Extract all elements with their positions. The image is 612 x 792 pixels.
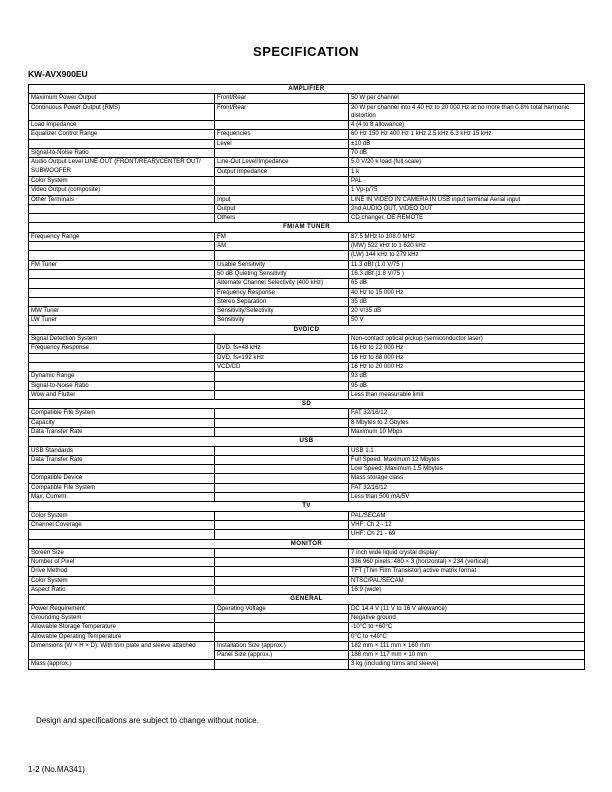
spec-row <box>29 418 585 427</box>
section-header-row <box>29 325 585 334</box>
spec-value: TFT (Thin Film Transistor) active matrix format <box>349 567 585 576</box>
spec-item <box>29 204 215 213</box>
spec-item: Audio Output Level LINE OUT (FRONT/REAR)/CENTER OUT/ SUBWOOFER <box>29 158 215 177</box>
spec-condition: Output <box>215 204 349 213</box>
spec-condition: Front/Rear <box>215 94 349 103</box>
spec-value: CD changer, OE REMOTE <box>349 214 585 223</box>
spec-condition <box>215 613 349 622</box>
spec-value: 16 Hz to 88 000 Hz <box>349 353 585 362</box>
section-title: TV <box>29 502 585 511</box>
spec-value: 16.3 dBf (1.8 V/75 ) <box>349 269 585 278</box>
spec-value: DC 14.4 V (11 V to 16 V allowance) <box>349 604 585 613</box>
spec-value: 95 dB <box>349 381 585 390</box>
spec-row <box>29 511 585 520</box>
spec-value: USB 1.1 <box>349 446 585 455</box>
spec-condition: Line-Out Level/Impedance <box>215 158 349 167</box>
spec-item: Maximum Power Output <box>29 94 215 103</box>
spec-item: Capacity <box>29 418 215 427</box>
section-title: SD <box>29 400 585 409</box>
spec-value: 5.0 V/20 k load (full scale) <box>349 158 585 167</box>
spec-row <box>29 344 585 353</box>
spec-item: Dynamic Range <box>29 372 215 381</box>
spec-condition <box>215 586 349 595</box>
spec-condition <box>215 176 349 185</box>
section-title: MONITOR <box>29 539 585 548</box>
spec-item: Other Terminals <box>29 195 215 204</box>
spec-item <box>29 139 215 148</box>
spec-row <box>29 520 585 529</box>
section-header-row <box>29 85 585 94</box>
spec-condition <box>215 511 349 520</box>
spec-condition <box>215 474 349 483</box>
spec-row <box>29 103 585 121</box>
spec-item: Signal Detection System <box>29 335 215 344</box>
spec-item: Compatible Device <box>29 474 215 483</box>
spec-value: 16:9 (wide) <box>349 586 585 595</box>
spec-item: MW Tuner <box>29 307 215 316</box>
model-name: KW-AVX900EU <box>28 69 88 79</box>
spec-condition: DVD, fs=192 kHz <box>215 353 349 362</box>
spec-item: FM Tuner <box>29 260 215 269</box>
spec-value: FAT 32/16/12 <box>349 409 585 418</box>
spec-condition: Output Impedance <box>215 167 349 176</box>
spec-item <box>29 362 215 371</box>
spec-row <box>29 632 585 641</box>
spec-value: LINE IN VIDEO IN CAMERA IN USB input terminal Aerial input <box>349 195 585 204</box>
spec-row <box>29 586 585 595</box>
spec-value: Non-contact optical pickup (semiconductor laser) <box>349 335 585 344</box>
spec-value: 0°C to +40°C <box>349 632 585 641</box>
spec-value: 182 mm × 111 mm × 160 mm <box>349 641 585 650</box>
spec-value: 2nd AUDIO OUT, VIDEO OUT <box>349 204 585 213</box>
spec-value: UHF: Ch 21 - 69 <box>349 530 585 539</box>
section-title: FM/AM TUNER <box>29 223 585 232</box>
spec-item: Data Transfer Rate <box>29 427 215 436</box>
spec-value: FAT 32/16/12 <box>349 483 585 492</box>
spec-item: Signal-to-Noise Ratio <box>29 381 215 390</box>
spec-value: 336 960 pixels: 480 × 3 (horizontal) × 234 (vertical) <box>349 558 585 567</box>
spec-value: Negative ground <box>349 613 585 622</box>
spec-value: 4 (4 to 8 allowance) <box>349 121 585 130</box>
spec-value: 3 kg (including trims and sleeve) <box>349 660 585 669</box>
spec-condition: Operating Voltage <box>215 604 349 613</box>
spec-value: PAL <box>349 176 585 185</box>
spec-row <box>29 260 585 269</box>
spec-row <box>29 149 585 158</box>
spec-item: Data Transfer Rate <box>29 455 215 464</box>
spec-row <box>29 279 585 288</box>
spec-item <box>29 288 215 297</box>
spec-item: Color System <box>29 176 215 185</box>
spec-condition <box>215 186 349 195</box>
spec-value: 35 dB <box>349 297 585 306</box>
spec-value: 60 Hz 150 Hz 400 Hz 1 kHz 2.5 kHz 6.3 kHz 15 kHz <box>349 130 585 139</box>
spec-condition: FM <box>215 232 349 241</box>
spec-value: (MW) 522 kHz to 1 620 kHz <box>349 242 585 251</box>
spec-condition: VCD/CD <box>215 362 349 371</box>
spec-condition: Stereo Separation <box>215 297 349 306</box>
spec-row <box>29 530 585 539</box>
spec-item: Channel Coverage <box>29 520 215 529</box>
spec-value: VHF: Ch 2 - 12 <box>349 520 585 529</box>
section-header-row <box>29 502 585 511</box>
spec-condition <box>215 567 349 576</box>
spec-item: Color System <box>29 511 215 520</box>
spec-item <box>29 251 215 260</box>
spec-row <box>29 251 585 260</box>
spec-condition: Level <box>215 139 349 148</box>
spec-item: Allowable Operating Temperature <box>29 632 215 641</box>
spec-row <box>29 121 585 130</box>
spec-row <box>29 186 585 195</box>
spec-row <box>29 335 585 344</box>
spec-item <box>29 242 215 251</box>
spec-condition: Frequency Response <box>215 288 349 297</box>
spec-row <box>29 409 585 418</box>
spec-value: 87.5 MHz to 108.0 MHz <box>349 232 585 241</box>
spec-row <box>29 269 585 278</box>
spec-value: ±10 dB <box>349 139 585 148</box>
spec-item: LW Tuner <box>29 316 215 325</box>
section-header-row <box>29 539 585 548</box>
spec-row <box>29 242 585 251</box>
spec-condition <box>215 660 349 669</box>
spec-item: Allowable Storage Temperature <box>29 623 215 632</box>
spec-condition <box>215 121 349 130</box>
spec-condition: AM <box>215 242 349 251</box>
spec-value: 50 V <box>349 316 585 325</box>
spec-item: Drive Method <box>29 567 215 576</box>
spec-value: -10°C to +60°C <box>349 623 585 632</box>
spec-value: NTSC/PAL/SECAM <box>349 576 585 585</box>
section-header-row <box>29 400 585 409</box>
page-footer: 1-2 (No.MA341) <box>28 765 85 774</box>
spec-condition: Input <box>215 195 349 204</box>
spec-item: Frequency Range <box>29 232 215 241</box>
spec-item: Signal-to-Noise Ratio <box>29 149 215 158</box>
spec-row <box>29 623 585 632</box>
spec-row <box>29 94 585 103</box>
spec-condition <box>215 251 349 260</box>
spec-value: 50 W per channel <box>349 94 585 103</box>
spec-row <box>29 660 585 669</box>
spec-condition: DVD, fs=48 kHz <box>215 344 349 353</box>
spec-row <box>29 214 585 223</box>
spec-row <box>29 548 585 557</box>
spec-item: Number of Pixel <box>29 558 215 567</box>
spec-item <box>29 530 215 539</box>
spec-item: Grounding System <box>29 613 215 622</box>
spec-condition <box>215 530 349 539</box>
spec-row <box>29 613 585 622</box>
spec-condition <box>215 446 349 455</box>
spec-value: 20 W per channel into 4 40 Hz to 20 000 Hz at no more than 0.8% total harmonic distortion <box>349 103 585 121</box>
spec-item: Load Impedance <box>29 121 215 130</box>
spec-row <box>29 558 585 567</box>
spec-row <box>29 130 585 139</box>
spec-item: Wow and Flutter <box>29 390 215 399</box>
spec-condition <box>215 427 349 436</box>
spec-item: USB Standards <box>29 446 215 455</box>
spec-condition <box>215 381 349 390</box>
section-header-row <box>29 223 585 232</box>
spec-value: Maximum 10 Mbps <box>349 427 585 436</box>
spec-row <box>29 316 585 325</box>
spec-row <box>29 139 585 148</box>
spec-condition <box>215 409 349 418</box>
spec-condition: Panel Size (approx.) <box>215 651 349 660</box>
spec-value: 1 Vp-p/75 <box>349 186 585 195</box>
section-header-row <box>29 437 585 446</box>
spec-item: Power Requirement <box>29 604 215 613</box>
spec-item <box>29 269 215 278</box>
spec-item: Video Output (composite) <box>29 186 215 195</box>
spec-condition: Sensitivity <box>215 316 349 325</box>
spec-row <box>29 465 585 474</box>
spec-item <box>29 214 215 223</box>
spec-value: Less than measurable limit <box>349 390 585 399</box>
spec-condition <box>215 548 349 557</box>
spec-item: Equalizer Control Range <box>29 130 215 139</box>
spec-condition: Sensitivity/Selectivity <box>215 307 349 316</box>
specification-table <box>28 84 585 670</box>
spec-row <box>29 232 585 241</box>
spec-condition <box>215 493 349 502</box>
spec-item <box>29 353 215 362</box>
spec-value: 65 dB <box>349 279 585 288</box>
spec-row <box>29 204 585 213</box>
spec-item <box>29 465 215 474</box>
spec-value: 16 Hz to 20 000 Hz <box>349 362 585 371</box>
spec-condition <box>215 576 349 585</box>
spec-item: Mass (approx.) <box>29 660 215 669</box>
spec-item: Color System <box>29 576 215 585</box>
spec-row <box>29 353 585 362</box>
spec-condition: Usable Sensitivity <box>215 260 349 269</box>
spec-row <box>29 372 585 381</box>
spec-value: 1 k <box>349 167 585 176</box>
spec-condition <box>215 623 349 632</box>
spec-row <box>29 576 585 585</box>
section-header-row <box>29 595 585 604</box>
spec-condition <box>215 520 349 529</box>
spec-condition <box>215 372 349 381</box>
spec-row <box>29 446 585 455</box>
spec-condition: Front/Rear <box>215 103 349 121</box>
spec-row <box>29 483 585 492</box>
spec-row <box>29 390 585 399</box>
spec-row <box>29 567 585 576</box>
spec-row <box>29 195 585 204</box>
spec-item: Aspect Ratio <box>29 586 215 595</box>
spec-condition <box>215 465 349 474</box>
section-title: USB <box>29 437 585 446</box>
spec-row <box>29 307 585 316</box>
spec-row <box>29 158 585 167</box>
specification-table-body <box>29 85 585 670</box>
spec-value: PAL/SECAM <box>349 511 585 520</box>
spec-item <box>29 297 215 306</box>
spec-condition: Others <box>215 214 349 223</box>
spec-condition <box>215 418 349 427</box>
spec-item: Compatible File System <box>29 483 215 492</box>
spec-condition: Alternate Channel Selectivity (400 kHz) <box>215 279 349 288</box>
spec-value: 188 mm × 117 mm × 10 mm <box>349 651 585 660</box>
spec-value: (LW) 144 kHz to 279 kHz <box>349 251 585 260</box>
spec-condition <box>215 632 349 641</box>
spec-condition: Installation Size (approx.) <box>215 641 349 650</box>
spec-condition <box>215 149 349 158</box>
spec-value: Less than 500 mA/5V <box>349 493 585 502</box>
spec-value: 11.3 dBf (1.0 V/75 ) <box>349 260 585 269</box>
section-title: DVD/CD <box>29 325 585 334</box>
spec-value: Mass storage class <box>349 474 585 483</box>
spec-value: 8 Mbytes to 2 Gbytes <box>349 418 585 427</box>
spec-value: 7 inch wide liquid crystal display <box>349 548 585 557</box>
spec-condition: 50 dB Quieting Sensitivity <box>215 269 349 278</box>
spec-item: Screen Size <box>29 548 215 557</box>
spec-value: 20 V/35 dB <box>349 307 585 316</box>
spec-row <box>29 455 585 464</box>
spec-condition: Frequencies <box>215 130 349 139</box>
spec-row <box>29 641 585 650</box>
spec-condition <box>215 335 349 344</box>
spec-value: 93 dB <box>349 372 585 381</box>
spec-value: 70 dB <box>349 149 585 158</box>
spec-item <box>29 279 215 288</box>
spec-condition <box>215 483 349 492</box>
spec-item: Frequency Response <box>29 344 215 353</box>
section-title: AMPLIFIER <box>29 85 585 94</box>
spec-value: Full Speed: Maximum 12 Mbytes <box>349 455 585 464</box>
spec-value: Low Speed: Maximum 1.5 Mbytes <box>349 465 585 474</box>
spec-item: Continuous Power Output (RMS) <box>29 103 215 121</box>
spec-condition <box>215 390 349 399</box>
page-title: SPECIFICATION <box>253 44 359 59</box>
spec-row <box>29 297 585 306</box>
spec-row <box>29 474 585 483</box>
spec-row <box>29 427 585 436</box>
spec-value: 40 Hz to 15 000 Hz <box>349 288 585 297</box>
spec-row <box>29 176 585 185</box>
spec-item: Compatible File System <box>29 409 215 418</box>
spec-row <box>29 604 585 613</box>
spec-item: Dimensions (W × H × D): With trim plate and sleeve attached <box>29 641 215 660</box>
disclaimer-note: Design and specifications are subject to change without notice. <box>36 716 259 725</box>
spec-row <box>29 381 585 390</box>
spec-item: Max. Current <box>29 493 215 502</box>
spec-row <box>29 493 585 502</box>
section-title: GENERAL <box>29 595 585 604</box>
spec-value: 16 Hz to 22 000 Hz <box>349 344 585 353</box>
spec-condition <box>215 455 349 464</box>
spec-row <box>29 288 585 297</box>
spec-condition <box>215 558 349 567</box>
spec-row <box>29 362 585 371</box>
